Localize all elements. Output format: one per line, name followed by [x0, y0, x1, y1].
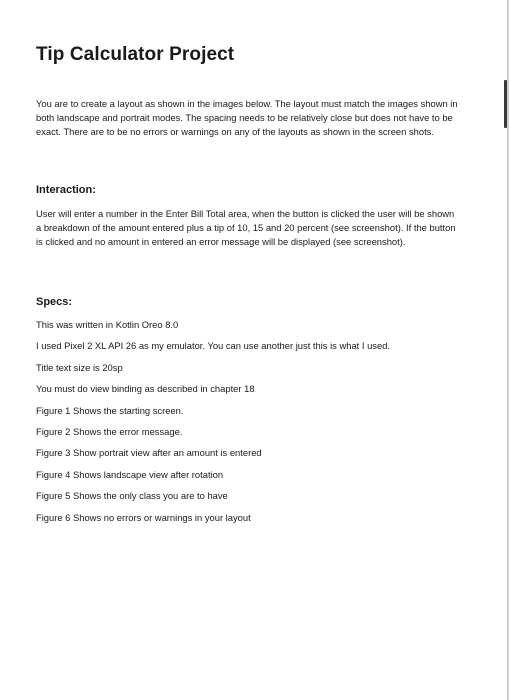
specs-heading: Specs: — [36, 296, 73, 308]
spec-item: You must do view binding as described in chapter 18 — [36, 383, 255, 394]
spec-item: Title text size is 20sp — [36, 362, 123, 373]
scrollbar-thumb[interactable] — [504, 80, 507, 128]
spec-item: Figure 1 Shows the starting screen. — [36, 405, 184, 416]
spec-item: Figure 4 Shows landscape view after rotation — [36, 469, 224, 480]
interaction-paragraph: User will enter a number in the Enter Bill Total area, when the button is clicked the user will be shown a breakdown of the amount entered plus a tip of 10, 15 and 20 percent (see screenshot). If the button is clicked and no amount in entered an error message will be displayed (see screenshot). — [36, 208, 456, 248]
interaction-heading: Interaction: — [36, 184, 96, 196]
spec-item: Figure 3 Show portrait view after an amount is entered — [36, 447, 262, 458]
spec-item: This was written in Kotlin Oreo 8.0 — [36, 319, 179, 330]
spec-item: Figure 6 Shows no errors or warnings in your layout — [36, 512, 251, 523]
intro-paragraph: You are to create a layout as shown in the images below. The layout must match the images shown in both landscape and portrait modes. The spacing needs to be relatively close but does not have to be exact. There are to be no errors or warnings on any of the layouts as shown in the screen shots. — [36, 98, 458, 138]
spec-item: I used Pixel 2 XL API 26 as my emulator. You can use another just this is what I used. — [36, 340, 391, 351]
document-title: Tip Calculator Project — [36, 44, 235, 65]
spec-item: Figure 5 Shows the only class you are to have — [36, 490, 228, 501]
spec-item: Figure 2 Shows the error message. — [36, 426, 183, 437]
